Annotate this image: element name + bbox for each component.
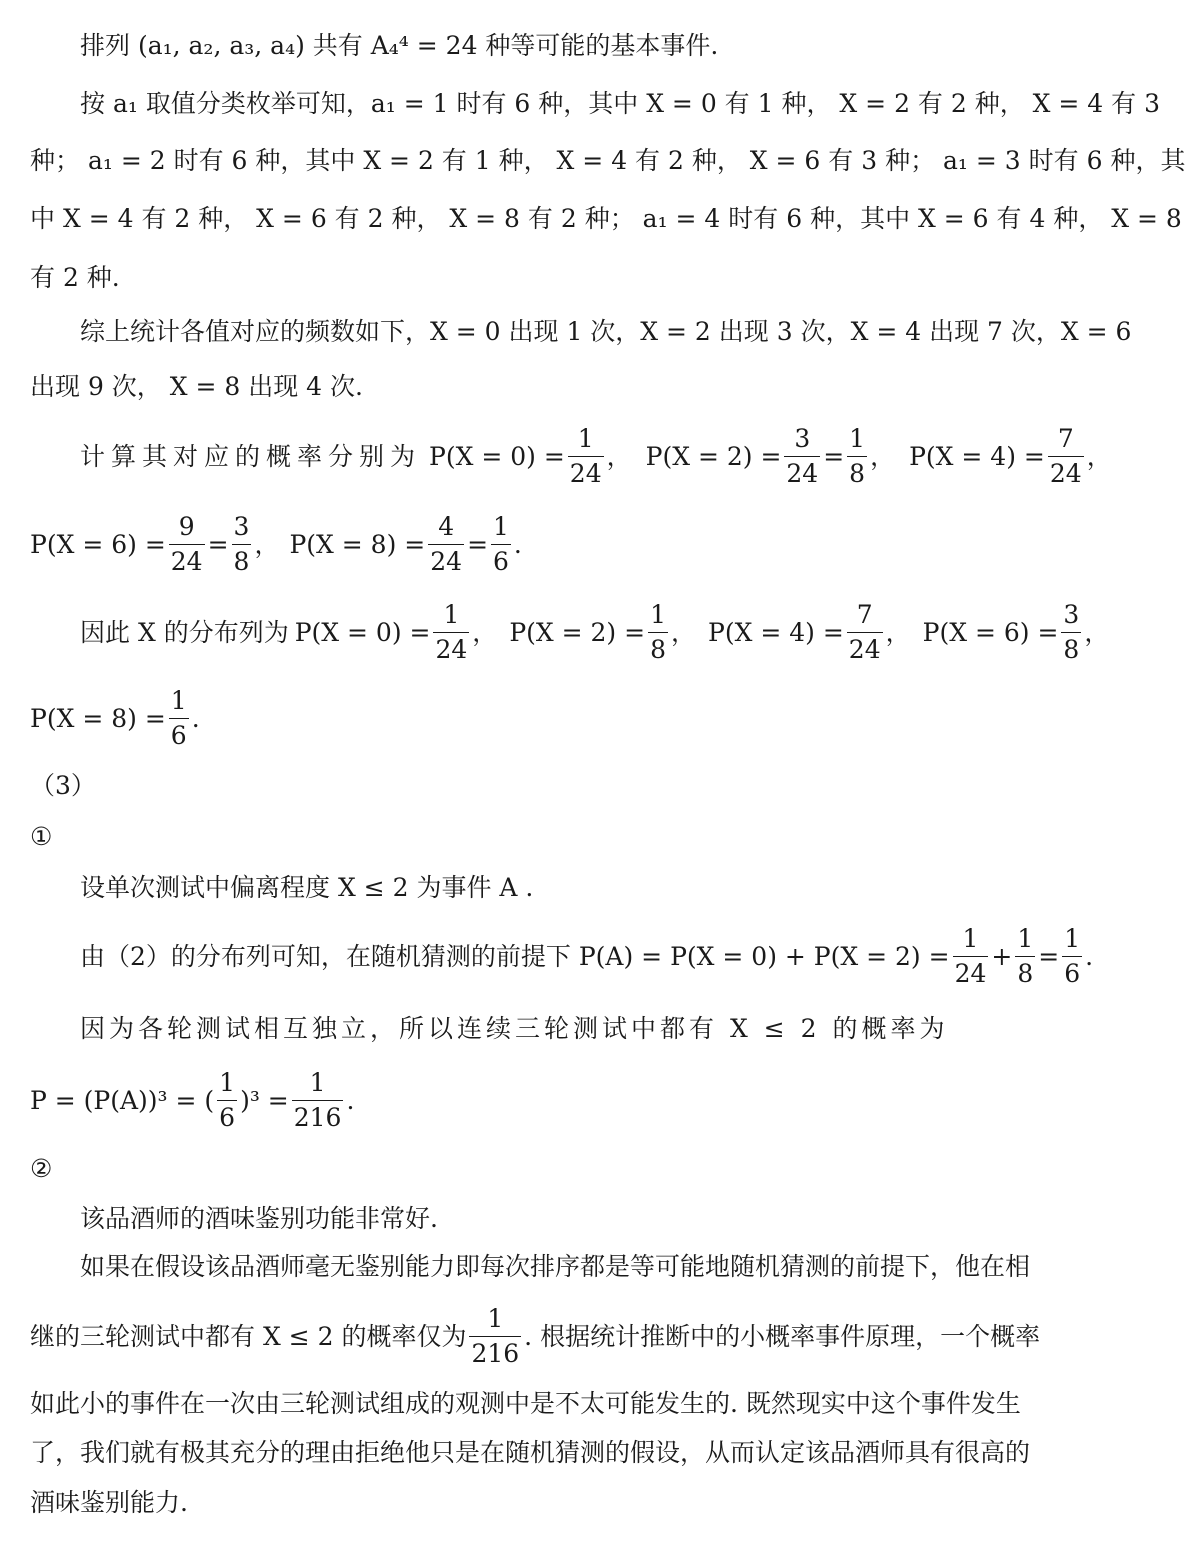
formula: P(X = 4) =: [909, 441, 1045, 471]
text: 因此 X 的分布列为: [80, 617, 289, 647]
text: 酒味鉴别能力.: [30, 1488, 188, 1517]
text: 继的三轮测试中都有 X ≤ 2 的概率仅为: [30, 1321, 467, 1351]
fraction: $\frac{3}{8}$: [1063, 600, 1080, 664]
text: 综上统计各值对应的频数如下，X = 0 出现 1 次，X = 2 出现 3 次，X = 4 出现 7 次，X = 6: [80, 317, 1132, 346]
formula: P(X = 8) =: [289, 529, 426, 559]
formula: P(X = 0) =: [294, 617, 431, 647]
text: 设单次测试中偏离程度 X ≤ 2 为事件 A .: [80, 873, 534, 902]
text-line: [30, 371, 363, 403]
text: 出现 9 次， X = 8 出现 4 次.: [30, 372, 363, 401]
fraction: $\frac{4}{24}$: [430, 512, 463, 576]
text: 计算其对应的概率分别为: [80, 441, 422, 471]
fraction: $\frac{1}{24}$: [569, 424, 602, 488]
fraction: $\frac{1}{6}$: [219, 1068, 236, 1132]
fraction: $\frac{1}{8}$: [650, 600, 666, 664]
fraction: $\frac{7}{24}$: [848, 600, 881, 664]
text: 了，我们就有极其充分的理由拒绝他只是在随机猜测的假设，从而认定该品酒师具有很高的: [30, 1438, 1031, 1467]
text-line: [30, 1487, 188, 1519]
text: 有 2 种.: [30, 263, 120, 292]
formula: P(X = 4) =: [708, 617, 844, 647]
text-line: [80, 1251, 1030, 1283]
text-line: [80, 30, 718, 62]
fraction: $\frac{7}{24}$: [1049, 424, 1082, 488]
text-line: [30, 203, 1182, 235]
text: . 根据统计推断中的小概率事件原理，一个概率: [524, 1321, 1041, 1351]
fraction: $\frac{9}{24}$: [170, 512, 203, 576]
text: 排列 (a₁, a₂, a₃, a₄) 共有 A₄⁴ = 24 种等可能的基本事件.: [80, 31, 719, 60]
formula-line: [30, 1302, 1040, 1371]
formula: P(X = 6) =: [30, 529, 166, 559]
text-line: [30, 1437, 1030, 1469]
text: 种； a₁ = 2 时有 6 种，其中 X = 2 有 1 种， X = 4 有 2 种， X = 6 有 3 种； a₁ = 3 时有 6 种，其: [30, 146, 1185, 175]
fraction: $\frac{1}{8}$: [849, 424, 866, 488]
formula: P(X = 8) =: [30, 703, 166, 733]
formula-line: P(X = 8) = $\frac{1}{6}$ .: [30, 684, 200, 753]
part-label: （3）: [30, 771, 96, 800]
fraction: $\frac{1}{8}$: [1017, 924, 1034, 988]
text: 如果在假设该品酒师毫无鉴别能力即每次排序都是等可能地随机猜测的前提下，他在相: [80, 1252, 1031, 1281]
fraction: $\frac{1}{6}$: [493, 512, 509, 576]
formula-line: 计算其对应的概率分别为 P(X = 0) = $\frac{1}{24}$ ， P(X = 2) = $\frac{3}{24}$ = $\frac{1}{8}$ ， P(X = 4) = $\frac{7}{24}$ ，: [80, 422, 1112, 491]
text: 因为各轮测试相互独立，所以连续三轮测试中都有 X ≤ 2 的概率为: [80, 1014, 949, 1043]
formula-line: P = (P(A))³ = ( $\frac{1}{6}$ )³ = $\frac{1}{216}$ .: [30, 1066, 354, 1135]
fraction: $\frac{1}{216}$: [471, 1304, 520, 1368]
fraction: $\frac{1}{216}$: [293, 1068, 342, 1132]
text-line: [30, 262, 120, 294]
item-marker: ②: [30, 1154, 53, 1183]
formula-line: 因此 X 的分布列为 P(X = 0) = $\frac{1}{24}$ ， P(X = 2) = $\frac{1}{8}$ ， P(X = 4) = $\frac{7}{24}$ ， P(X = 6) = $\frac{3}{8}$ ，: [80, 598, 1109, 667]
text-line: [80, 316, 1131, 348]
formula: P(X = 2) =: [509, 617, 646, 647]
text-line: [30, 1388, 1021, 1420]
formula: P(X = 2) =: [645, 441, 782, 471]
fraction: $\frac{3}{24}$: [786, 424, 819, 488]
text: 中 X = 4 有 2 种， X = 6 有 2 种， X = 8 有 2 种； a₁ = 4 时有 6 种，其中 X = 6 有 4 种， X = 8: [30, 204, 1182, 233]
text-line: [80, 88, 1160, 120]
fraction: $\frac{1}{24}$: [435, 600, 468, 664]
text-line: [80, 1013, 948, 1045]
formula: P = (P(A))³ = (: [30, 1085, 215, 1115]
formula: P(X = 0) =: [429, 441, 565, 471]
text-line: [80, 1203, 438, 1235]
text: 如此小的事件在一次由三轮测试组成的观测中是不太可能发生的. 既然现实中这个事件发生: [30, 1389, 1021, 1418]
item-marker: ①: [30, 822, 53, 851]
fraction: $\frac{1}{6}$: [1064, 924, 1081, 988]
formula: 由（2）的分布列可知，在随机猜测的前提下 P(A) = P(X = 0) + P(X = 2) =: [80, 941, 950, 971]
formula-line: P(X = 6) = $\frac{9}{24}$ = $\frac{3}{8}$ ， P(X = 8) = $\frac{4}{24}$ = $\frac{1}{6}$ .: [30, 510, 522, 579]
formula-line: 由（2）的分布列可知，在随机猜测的前提下 P(A) = P(X = 0) + P(X = 2) = $\frac{1}{24}$ + $\frac{1}{8}$ = $\frac{1}{6}$ .: [80, 922, 1093, 991]
fraction: $\frac{1}{6}$: [170, 686, 187, 750]
text-line: [80, 872, 533, 904]
text: 该品酒师的酒味鉴别功能非常好.: [80, 1204, 438, 1233]
text-line: [30, 145, 1185, 177]
formula: P(X = 6) =: [922, 617, 1059, 647]
fraction: $\frac{1}{24}$: [954, 924, 987, 988]
fraction: $\frac{3}{8}$: [233, 512, 250, 576]
text: 按 a₁ 取值分类枚举可知，a₁ = 1 时有 6 种，其中 X = 0 有 1 种， X = 2 有 2 种， X = 4 有 3: [80, 89, 1161, 118]
